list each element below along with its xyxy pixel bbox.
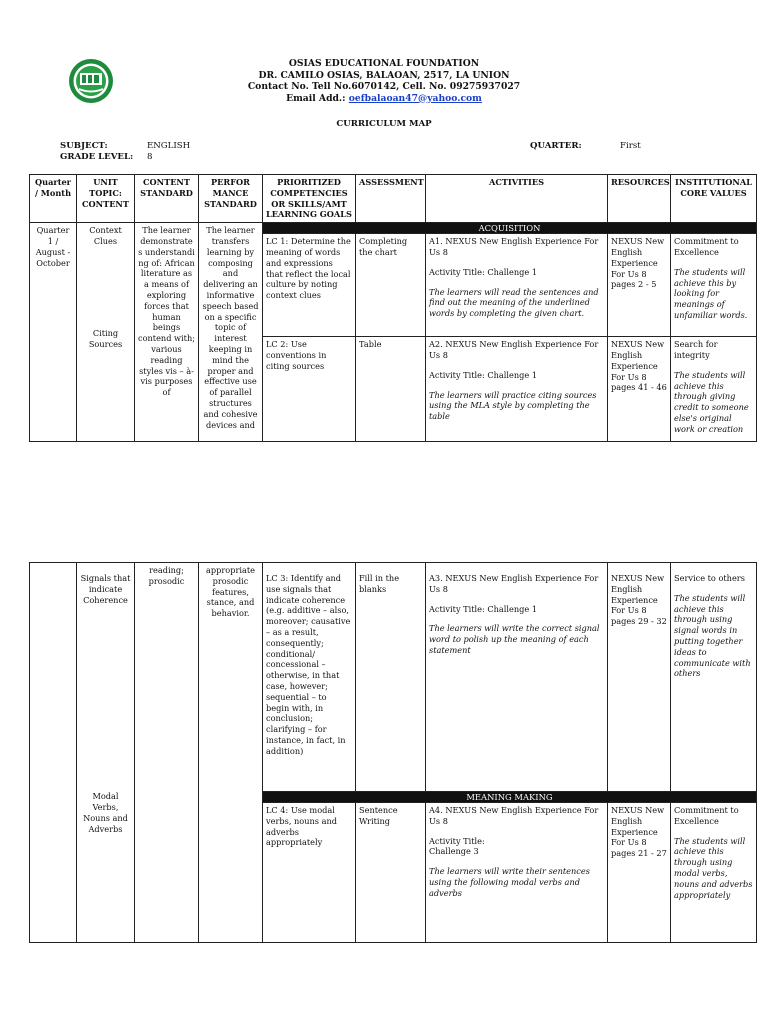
acquisition-band: ACQUISITION: [263, 223, 757, 234]
col-header-assessment: ASSESSMENT: [356, 175, 426, 223]
activity-title: A1. NEXUS New English Experience For Us 8: [429, 236, 599, 257]
performance-standard-cell: appropriate prosodic features, stance, and behavior.: [199, 563, 263, 943]
content-standard-cell: The learner demonstrate s understandi ng of: African literature as a means of exploring forces that human beings contend with; various reading styles vis – à-vis purposes of: [135, 223, 199, 442]
core-value-name: Commitment to Excellence: [674, 805, 739, 826]
activity-title: A4. NEXUS New English Experience For Us 8: [429, 805, 599, 826]
activity-cell: [426, 234, 608, 337]
core-value-cell: [671, 563, 757, 792]
assessment-cell: Fill in the blanks: [356, 563, 426, 792]
performance-standard-cell: The learner transfers learning by composing and delivering an informative speech based on a specific topic of interest keeping in mind the proper and effective use of parallel structures and cohesive devices and: [199, 223, 263, 442]
resource-cell: NEXUS New English Experience For Us 8 pages 29 - 32: [608, 563, 671, 792]
table-header-row: [30, 175, 757, 223]
letterhead: [0, 58, 768, 104]
activity-subtitle: Activity Title: Challenge 1: [429, 603, 538, 614]
resource-cell: NEXUS New English Experience For Us 8 pages 21 - 27: [608, 803, 671, 943]
subject-value: ENGLISH: [147, 141, 191, 151]
unit-topic-cell: [77, 223, 135, 442]
grade-level-label: GRADE LEVEL:: [60, 152, 134, 162]
topic-context-clues: Context Clues: [89, 225, 122, 246]
col-header-unit-topic: UNIT TOPIC: CONTENT: [77, 175, 135, 223]
core-value-name: Commitment to Excellence: [674, 236, 739, 257]
lc3-cell: LC 3: Identify and use signals that indicate coherence (e.g. additive – also, moreover; causative – as a result, consequently; conditional/ concessional – otherwise, in that case, however; sequential – to begin with, in conclusion; clarifying – for instance, in fact, in addition): [263, 563, 356, 792]
quarter-value: First: [620, 141, 641, 151]
activity-subtitle-2: Challenge 3: [429, 846, 479, 857]
org-email-line: [0, 93, 768, 105]
quarter-label: QUARTER:: [530, 141, 582, 151]
curriculum-table-2: [29, 562, 757, 943]
activity-title: A2. NEXUS New English Experience For Us 8: [429, 339, 599, 360]
core-value-name: Service to others: [674, 573, 745, 583]
lc4-cell: LC 4: Use modal verbs, nouns and adverbs appropriately: [263, 803, 356, 943]
document-title: CURRICULUM MAP: [336, 119, 432, 129]
lc2-cell: LC 2: Use conventions in citing sources: [263, 337, 356, 442]
activity-description: The learners will write their sentences using the following modal verbs and adverbs: [429, 866, 590, 898]
col-header-performance-standard: PERFOR MANCE STANDARD: [199, 175, 263, 223]
topic-signals-coherence: Signals that indicate Coherence: [80, 573, 131, 605]
unit-topic-cell: [77, 563, 135, 943]
activity-subtitle: Activity Title: Challenge 1: [429, 266, 538, 277]
activity-title: A3. NEXUS New English Experience For Us 8: [429, 573, 599, 594]
assessment-cell: Table: [356, 337, 426, 442]
col-header-competencies: PRIORITIZED COMPETENCIES OR SKILLS/AMT LEARNING GOALS: [263, 175, 356, 223]
topic-modal-verbs: Modal Verbs, Nouns and Adverbs: [83, 791, 128, 834]
core-value-description: The students will achieve this by looking for meanings of unfamiliar words.: [674, 266, 748, 320]
col-header-core-values: INSTITUTIONAL CORE VALUES: [671, 175, 757, 223]
core-value-description: The students will achieve this through using signal words in putting together ideas to communicate with others: [674, 592, 751, 679]
email-link[interactable]: oefbalaoan47@yahoo.com: [348, 92, 482, 104]
org-address: DR. CAMILO OSIAS, BALAOAN, 2517, LA UNION: [258, 69, 510, 81]
quarter-cell: [30, 563, 77, 943]
org-contact: Contact No. Tell No.6070142, Cell. No. 09275937027: [247, 81, 521, 92]
quarter-cell: Quarter 1 / August - October: [30, 223, 77, 442]
activity-description: The learners will read the sentences and find out the meaning of the underlined words by completing the given chart.: [429, 286, 599, 319]
band-row: [30, 223, 757, 234]
core-value-name: Search for integrity: [674, 339, 718, 360]
assessment-cell: Sentence Writing: [356, 803, 426, 943]
col-header-resources: RESOURCES: [608, 175, 671, 223]
activity-cell: [426, 563, 608, 792]
topic-citing-sources: Citing Sources: [88, 327, 123, 349]
core-value-cell: [671, 803, 757, 943]
core-value-description: The students will achieve this through giving credit to someone else's original work or creation: [674, 369, 749, 434]
activity-subtitle: Activity Title:: [429, 835, 485, 846]
activity-cell: [426, 337, 608, 442]
grade-level-value: 8: [147, 152, 153, 162]
meaning-making-band: MEANING MAKING: [263, 792, 757, 803]
activity-cell: [426, 803, 608, 943]
assessment-cell: Completing the chart: [356, 234, 426, 337]
core-value-cell: [671, 337, 757, 442]
core-value-cell: [671, 234, 757, 337]
org-name: OSIAS EDUCATIONAL FOUNDATION: [288, 58, 480, 69]
activity-description: The learners will practice citing sources using the MLA style by completing the table: [429, 389, 597, 422]
core-value-description: The students will achieve this through using modal verbs, nouns and adverbs appropriately: [674, 835, 753, 900]
col-header-content-standard: CONTENT STANDARD: [135, 175, 199, 223]
subject-label: SUBJECT:: [60, 141, 108, 151]
content-standard-cell: reading; prosodic: [135, 563, 199, 943]
email-label: Email Add.:: [286, 92, 346, 104]
col-header-quarter: Quarter / Month: [30, 175, 77, 223]
table-row: [30, 563, 757, 792]
activity-subtitle: Activity Title: Challenge 1: [429, 369, 538, 380]
resource-cell: NEXUS New English Experience For Us 8 pages 2 - 5: [608, 234, 671, 337]
lc1-cell: LC 1: Determine the meaning of words and expressions that reflect the local culture by noting context clues: [263, 234, 356, 337]
resource-cell: NEXUS New English Experience For Us 8 pages 41 - 46: [608, 337, 671, 442]
activity-description: The learners will write the correct signal word to polish up the meaning of each statement: [429, 623, 600, 655]
col-header-activities: ACTIVITIES: [426, 175, 608, 223]
curriculum-table-1: [29, 174, 757, 442]
